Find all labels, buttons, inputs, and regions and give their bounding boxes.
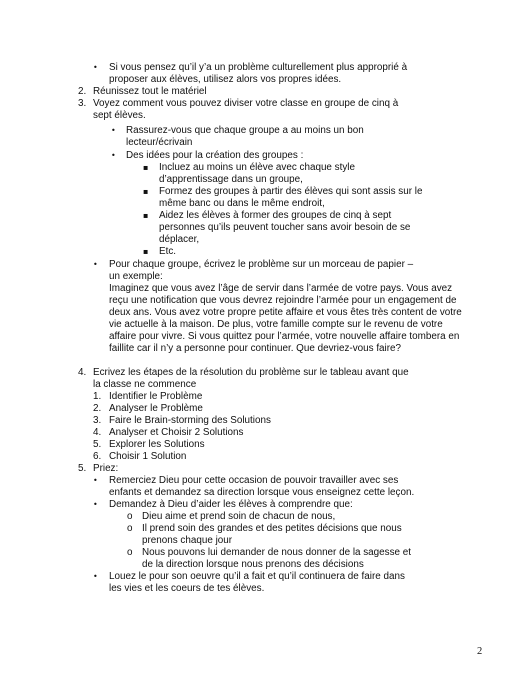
step-text: Explorer les Solutions (109, 439, 205, 450)
bullet-marker: • (93, 63, 98, 72)
square-bullet-marker: ▪ (143, 187, 149, 196)
text-line: proposer aux élèves, utilisez alors vos propres idées. (109, 74, 342, 85)
step-text: Analyser et Choisir 2 Solutions (109, 427, 244, 438)
text-line: sept élèves. (93, 110, 146, 121)
text-line: même banc ou dans le même endroit, (159, 198, 325, 209)
bullet-marker: • (111, 126, 116, 135)
square-bullet-marker: ▪ (143, 211, 149, 220)
step-text: Faire le Brain-storming des Solutions (109, 415, 271, 426)
text-line: Aidez les élèves à former des groupes de cinq à sept (159, 210, 392, 221)
list-number: 4. (78, 367, 87, 378)
text-line: Louez le pour son oeuvre qu’il a fait et qu’il continuera de faire dans (109, 571, 405, 582)
text-line: les vies et les coeurs de tes élèves. (109, 583, 265, 594)
paragraph-line: affaire pour vivre. Si vous quittez pour l’armée, votre nouvelle affaire tombera en (109, 331, 460, 342)
square-bullet-marker: ▪ (143, 247, 149, 256)
list-number: 3. (78, 98, 87, 109)
step-number: 6. (93, 451, 102, 462)
text-line: Nous pouvons lui demander de nous donner de la sagesse et (142, 547, 412, 558)
text-line: un exemple: (109, 271, 163, 282)
step-text: Analyser le Problème (109, 403, 203, 414)
text-line: Demandez à Dieu d’aider les élèves à comprendre que: (109, 499, 353, 510)
step-number: 3. (93, 415, 102, 426)
text-line: enfants et demandez sa direction lorsque vous enseignez cette leçon. (109, 487, 415, 498)
bullet-marker: • (93, 500, 98, 509)
text-line: Il prend soin des grandes et des petites décisions que nous (142, 523, 402, 534)
step-text: Identifier le Problème (109, 391, 203, 402)
page-number: 2 (477, 646, 483, 657)
bullet-marker: • (93, 476, 98, 485)
step-number: 5. (93, 439, 102, 450)
text-line: de la direction lorsque nous prenons des décisions (142, 559, 364, 570)
text-line: Réunissez tout le matériel (93, 86, 207, 97)
text-line: Dieu aime et prend soin de chacun de nous, (142, 511, 336, 522)
bullet-marker: • (111, 151, 116, 160)
step-number: 4. (93, 427, 102, 438)
text-line: Des idées pour la création des groupes : (126, 150, 304, 161)
text-line: Si vous pensez qu’il y’a un problème culturellement plus approprié à (109, 62, 408, 73)
text-line: Rassurez-vous que chaque groupe a au moins un bon (126, 125, 364, 136)
text-line: Formez des groupes à partir des élèves qui sont assis sur le (159, 186, 423, 197)
text-line: Ecrivez les étapes de la résolution du problème sur le tableau avant que (93, 367, 409, 378)
step-number: 2. (93, 403, 102, 414)
text-line: Pour chaque groupe, écrivez le problème sur un morceau de papier – (109, 259, 414, 270)
paragraph-line: faillite car il n’y a personne pour continuer. Que devriez-vous faire? (109, 343, 402, 354)
circle-bullet-marker: o (127, 547, 133, 558)
text-line: d’apprentissage dans un groupe, (159, 174, 303, 185)
text-line: Voyez comment vous pouvez diviser votre classe en groupe de cinq à (93, 98, 399, 109)
paragraph-line: reçu une notification que vous devrez rejoindre l’armée pour un engagement de (109, 295, 457, 306)
text-line: lecteur/écrivain (126, 137, 193, 148)
text-line: déplacer, (159, 234, 200, 245)
paragraph-line: Imaginez que vous avez l’âge de servir dans l’armée de votre pays. Vous avez (109, 283, 453, 294)
square-bullet-marker: ▪ (143, 163, 149, 172)
bullet-marker: • (93, 572, 98, 581)
text-line: Remerciez Dieu pour cette occasion de pouvoir travailler avec ses (109, 475, 399, 486)
text-line: personnes qu’ils peuvent toucher sans avoir besoin de se (159, 222, 411, 233)
paragraph-line: vie actuelle à la maison. De plus, votre famille compte sur le revenu de votre (109, 319, 443, 330)
text-line: Priez: (93, 463, 119, 474)
text-line: Etc. (159, 246, 177, 257)
step-number: 1. (93, 391, 102, 402)
text-line: Incluez au moins un élève avec chaque style (159, 162, 355, 173)
circle-bullet-marker: o (127, 523, 133, 534)
list-number: 5. (78, 463, 87, 474)
step-text: Choisir 1 Solution (109, 451, 187, 462)
paragraph-line: deux ans. Vous avez votre propre petite affaire et vous êtes très content de votre (109, 307, 462, 318)
text-line: la classe ne commence (93, 379, 197, 390)
list-number: 2. (78, 86, 87, 97)
bullet-marker: • (93, 260, 98, 269)
text-line: prenons chaque jour (142, 535, 233, 546)
circle-bullet-marker: o (127, 511, 133, 522)
